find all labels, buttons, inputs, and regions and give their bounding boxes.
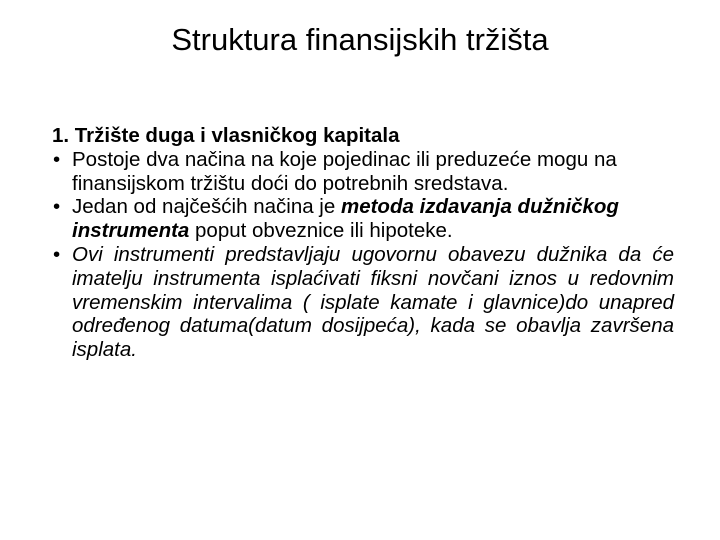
bullet-item-2	[52, 195, 674, 243]
bullet-text: Ovi instrumenti predstavljaju ugovornu obavezu dužnika da će imatelju instrumenta isplaćivati fiksni novčani iznos u redovnim vremenskim intervalima ( isplate kamate i glavnice)do unapred određenog datuma(datum dosijpeća), kada se obavlja završena isplata.	[72, 242, 674, 362]
bullet-text-pre: Jedan od najčešćih načina je	[72, 195, 341, 219]
bullet-icon: •	[53, 147, 61, 171]
bullet-item-3	[52, 243, 674, 362]
bullet-text-post: poput obveznice ili hipoteke.	[189, 219, 453, 243]
bullet-icon: •	[53, 195, 61, 219]
bullet-icon: •	[53, 242, 61, 266]
slide-content	[52, 124, 674, 362]
slide-title: Struktura finansijskih tržišta	[171, 22, 549, 57]
bullet-text: Postoje dva načina na koje pojedinac ili preduzeće mogu na finansijskom tržištu doći do potrebnih sredstava.	[72, 147, 617, 195]
bullet-emphasis: metoda izdavanja dužničkog instrumenta	[72, 195, 619, 243]
section-heading: 1. Tržište duga i vlasničkog kapitala	[52, 124, 400, 147]
bullet-item-1	[52, 148, 674, 196]
